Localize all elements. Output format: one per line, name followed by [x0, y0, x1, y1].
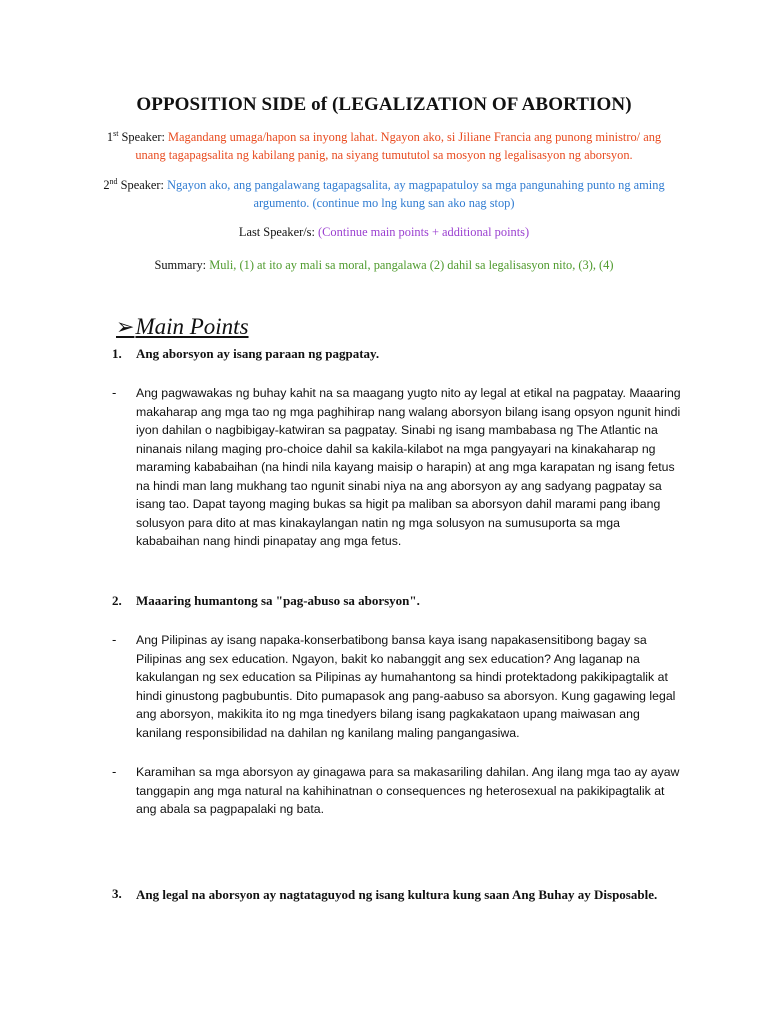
last-speaker-line	[96, 223, 672, 241]
first-speaker-ordinal: st	[113, 128, 119, 138]
last-speaker-label: Last Speaker/s:	[238, 225, 319, 239]
first-speaker-text: Magandang umaga/hapon sa inyong lahat. Ngayon ako, si Jiliane Francia ang punong ministro/ ang unang tagapagsalita ng kabilang panig, na siyang tumututol sa mosyon ng legalisasyon ng aborsyon.	[135, 130, 662, 162]
point-1-number: 1.	[112, 346, 122, 361]
point-2-paragraph-1: Ang Pilipinas ay isang napaka-konserbatibong bansa kaya isang napakasensitibong bagay sa Pilipinas ang sex education. Ngayon, bakit ko nabanggit ang sex education? Ang laganap na kakulangan ng sex education sa Pilipinas ay humahantong sa hindi protektadong pakikipagtalik at hindi ginustong pagbubuntis. Dito pumapasok ang pang-aabuso sa aborsyon. Kung gagawing legal ang aborsyon, makikita ito ng mga tinedyers bilang isang pagkakataon upang maiwasan ang kanilang responsibilidad na dahilan ng kanilang maling pangangasiwa.	[136, 633, 676, 740]
second-speaker-line	[96, 176, 672, 212]
document-title: OPPOSITION SIDE of (LEGALIZATION OF ABORTION)	[136, 94, 632, 115]
main-points-heading	[116, 314, 249, 340]
first-speaker-label: Speaker:	[118, 130, 168, 144]
point-1-dash: -	[112, 385, 117, 400]
main-points-heading-text: Main Points	[135, 314, 249, 339]
point-2-dash-2: -	[112, 764, 117, 779]
first-speaker-line	[96, 128, 672, 164]
summary-text: Muli, (1) at ito ay mali sa moral, pangalawa (2) dahil sa legalisasyon nito, (3), (4)	[209, 258, 614, 272]
summary-label: Summary:	[154, 258, 210, 272]
point-2-paragraph-2: Karamihan sa mga aborsyon ay ginagawa para sa makasariling dahilan. Ang ilang mga tao ay ayaw tanggapin ang mga natural na kahihinatnan o consequences ng heterosexual na pakikipagtalik at ang abala sa pagpapalaki ng bata.	[136, 765, 680, 816]
arrow-bullet-icon: ➢	[116, 314, 135, 339]
point-2-title: Maaaring humantong sa "pag-abuso sa aborsyon".	[136, 593, 420, 608]
second-speaker-label: Speaker:	[117, 178, 168, 192]
first-speaker-number: 1	[106, 130, 114, 144]
point-2-dash-1: -	[112, 632, 117, 647]
summary-line	[96, 256, 672, 274]
point-1-paragraph-1: Ang pagwawakas ng buhay kahit na sa maagang yugto nito ay legal at etikal na pagpatay. Maaaring makaharap ang mga tao ng mga paghihirap nang walang aborsyon bilang isang opsyon ngunit hindi iyon dahilan o nagbibigay-katwiran sa pagpatay. Sinabi ng isang mambabasa ng The Atlantic na ninanais nilang maging pro-choice dahil sa kakila-kilabot na mga pangyayari na kinakaharap ng maraming kababaihan (na hindi nila kayang maisip o harapin) at ang mga karapatan ng isang fetus na hindi man lang mukhang tao ngunit sinabi niya na ang aborsyon ay ang sadyang pagpatay sa isang tao. Dapat tayong maging bukas sa higit pa maliban sa aborsyon dahil marami pang ibang solusyon para dito at mas kinakaylangan natin ng mga solusyon na sumusuporta sa mga kababaihan nang hindi pinapatay ang mga fetus.	[136, 386, 681, 548]
second-speaker-number: 2	[103, 178, 110, 192]
point-2-number: 2.	[112, 593, 122, 608]
point-3-number: 3.	[112, 886, 122, 901]
point-3-title: Ang legal na aborsyon ay nagtataguyod ng isang kultura kung saan Ang Buhay ay Disposable.	[136, 887, 658, 902]
second-speaker-text: Ngayon ako, ang pangalawang tagapagsalita, ay magpapatuloy sa mga pangunahing punto ng aming argumento. (continue mo lng kung san ako nag stop)	[167, 178, 665, 210]
last-speaker-text: (Continue main points + additional points)	[318, 225, 530, 239]
point-1-title: Ang aborsyon ay isang paraan ng pagpatay.	[136, 346, 380, 361]
second-speaker-ordinal: nd	[109, 176, 118, 186]
